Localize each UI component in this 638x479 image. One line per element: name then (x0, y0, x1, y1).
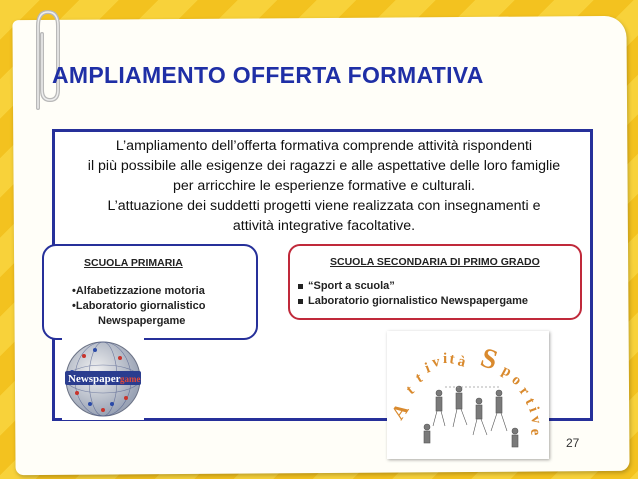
svg-text:i: i (422, 360, 433, 377)
svg-text:v: v (527, 414, 545, 426)
paperclip-icon (24, 4, 64, 116)
svg-text:v: v (430, 353, 442, 371)
intro-line: L’attuazione dei suddetti progetti viene realizzata con insegnamenti e (107, 198, 541, 214)
bullet-icon (298, 299, 303, 304)
secondaria-heading: SCUOLA SECONDARIA DI PRIMO GRADO (330, 256, 540, 268)
list-item-label: “Sport a scuola” (308, 280, 395, 292)
intro-line: attività integrative facoltative. (232, 218, 416, 234)
svg-text:e: e (527, 428, 544, 436)
svg-text:A: A (387, 399, 414, 424)
svg-text:t: t (448, 351, 456, 368)
svg-text:t: t (413, 370, 426, 387)
intro-line: il più possibile alle esigenze dei ragazzi e alle aspettative delle loro famiglie (87, 158, 561, 174)
newspaper-logo-text: Newspaper (68, 373, 121, 385)
page-title: AMPLIAMENTO OFFERTA FORMATIVA (52, 62, 484, 88)
intro-line: per arricchire le esperienze formative e culturali. (172, 178, 475, 194)
svg-text:r: r (515, 383, 533, 399)
primaria-list (72, 284, 205, 329)
page-number: 27 (566, 436, 580, 450)
list-item (298, 294, 528, 309)
bullet-icon (298, 284, 303, 289)
svg-text:o: o (508, 371, 525, 389)
primaria-heading: SCUOLA PRIMARIA (84, 257, 183, 269)
svg-text:game: game (120, 374, 141, 384)
intro-text (56, 136, 592, 236)
svg-text:t: t (521, 395, 538, 408)
list-item: •Alfabetizzazione motoria (72, 285, 205, 297)
svg-text:S: S (476, 342, 502, 377)
secondaria-list (298, 279, 528, 309)
list-item (298, 279, 528, 294)
svg-text:à: à (456, 353, 468, 371)
newspaper-logo (62, 338, 144, 420)
list-item: Newspapergame (98, 315, 186, 327)
svg-text:i: i (443, 351, 448, 367)
list-item-label: Laboratorio giornalistico Newspapergame (308, 295, 529, 307)
list-item: •Laboratorio giornalistico (72, 300, 206, 312)
svg-text:p: p (499, 362, 515, 381)
svg-text:i: i (525, 404, 542, 415)
svg-text:t: t (403, 382, 418, 399)
secondaria-box (288, 244, 582, 320)
primaria-box (42, 244, 258, 340)
intro-line: L’ampliamento dell’offerta formativa comprende attività rispondenti (115, 138, 533, 154)
sport-activities-image (387, 331, 549, 459)
